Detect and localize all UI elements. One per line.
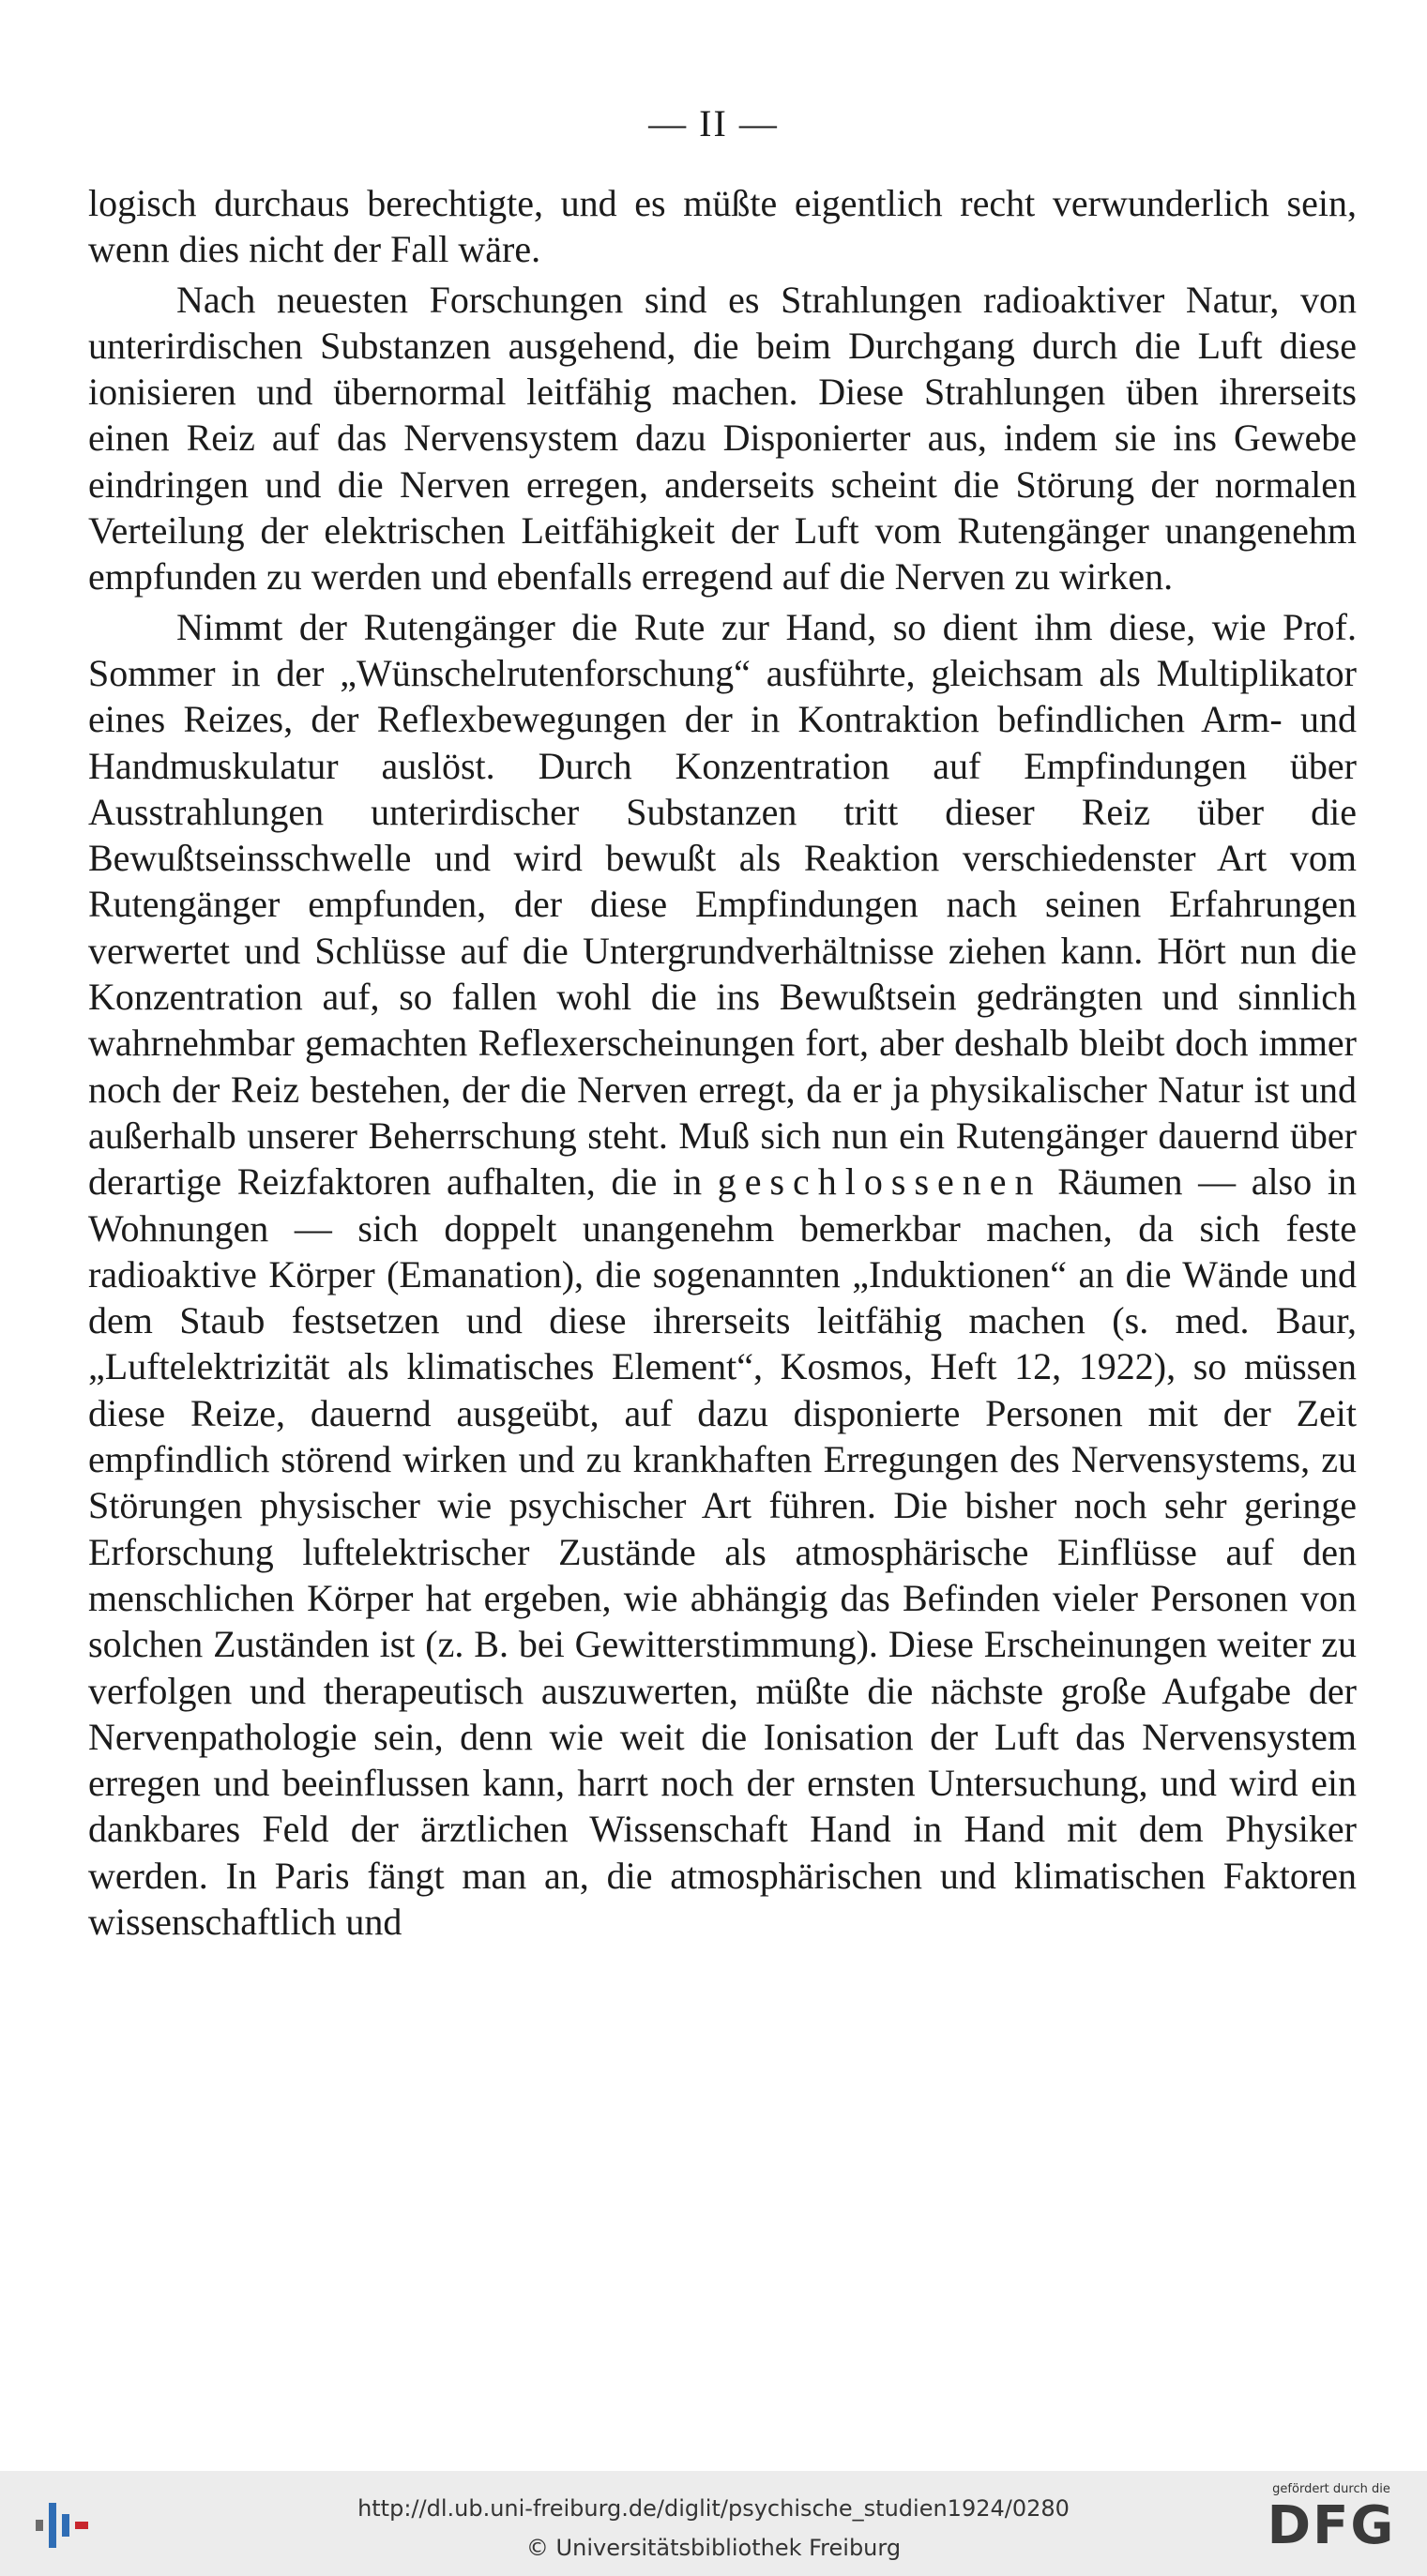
paragraph xyxy=(88,180,1357,273)
body-text xyxy=(88,180,1357,1948)
page-number: — II — xyxy=(648,102,779,144)
funded-by-label: gefördert durch die xyxy=(1272,2482,1390,2496)
dfg-logo: DFG xyxy=(1267,2495,1396,2556)
viewer-footer xyxy=(0,2471,1427,2576)
source-url[interactable]: http://dl.ub.uni-freiburg.de/diglit/psychische_studien1924/0280 xyxy=(357,2495,1070,2522)
paragraph xyxy=(88,604,1357,1946)
paragraph xyxy=(88,277,1357,600)
text-segment: Nach neuesten Forschungen sind es Strahlungen radioaktiver Natur, von unterirdischen Substanzen ausgehend, die beim Durchgang durch die Luft diese ionisieren und übernormal leitfähig machen. Diese Strahlungen üben ihrerseits einen Reiz auf das Nervensystem dazu Disponierter aus, indem sie ins Gewebe eindringen und die Nerven erregen, anderseits scheint die Störung der normalen Verteilung der elektrischen Leitfähigkeit der Luft vom Rutengänger unangenehm empfunden zu werden und ebenfalls erregend auf die Nerven zu wirken. xyxy=(88,278,1357,599)
spaced-emphasis: geschlossenen xyxy=(717,1160,1042,1204)
text-segment: Räumen — also in Wohnungen — sich doppelt unangenehm bemerkbar machen, da sich feste radioaktive Körper (Emanation), die sogenannten „Induktionen“ an die Wände und dem Staub festsetzen und diese ihrerseits leitfähig machen (s. med. Baur, „Luftelektrizität als klimatisches Element“, Kosmos, Heft 12, 1922), so müssen diese Reize, dauernd ausgeübt, auf dazu disponierte Personen mit der Zeit empfindlich störend wirken und zu krankhaften Erregungen des Nervensystems, zu Störungen physischer wie psychischer Art führen. Die bisher noch sehr geringe Erforschung luftelektrischer Zustände als atmosphärische Einflüsse auf den menschlichen Körper hat ergeben, wie abhängig das Befinden vieler Personen von solchen Zuständen ist (z. B. bei Gewitterstimmung). Diese Erscheinungen weiter zu verfolgen und therapeutisch auszuwerten, müßte die nächste große Aufgabe der Nervenpathologie sein, denn wie weit die Ionisation der Luft das Nervensystem erregen und beeinflussen kann, harrt noch der ernsten Untersuchung, und wird ein dankbares Feld der ärztlichen Wissenschaft Hand in Hand mit dem Physiker werden. In Paris fängt man an, die atmosphärischen und klimatischen Faktoren wissenschaftlich und xyxy=(88,1160,1357,1943)
text-segment: logisch durchaus berechtigte, und es müßte eigentlich recht verwunderlich sein, wenn dies nicht der Fall wäre. xyxy=(88,182,1357,271)
dfg-funding-badge xyxy=(1256,2482,1406,2568)
text-segment: Nimmt der Rutengänger die Rute zur Hand, so dient ihm diese, wie Prof. Sommer in der „Wünschelrutenforschung“ ausführte, gleichsam als Multiplikator eines Reizes, der Reflexbewegungen der in Kontraktion befindlichen Arm- und Handmuskulatur auslöst. Durch Konzentration auf Empfindungen über Ausstrahlungen unterirdischer Substanzen tritt dieser Reiz über die Bewußtseinsschwelle und wird bewußt als Reaktion verschiedenster Art vom Rutengänger empfunden, der diese Empfindungen nach seinen Erfahrungen verwertet und Schlüsse auf die Untergrundverhältnisse ziehen kann. Hört nun die Konzentration auf, so fallen wohl die ins Bewußtsein gedrängten und sinnlich wahrnehmbar gemachten Reflexerscheinungen fort, aber deshalb bleibt doch immer noch der Reiz bestehen, der die Nerven erregt, da er ja physikalischer Natur ist und außerhalb unserer Beherrschung steht. Muß sich nun ein Rutengänger dauernd über derartige Reizfaktoren aufhalten, die in xyxy=(88,605,1357,1204)
copyright-notice: © Universitätsbibliothek Freiburg xyxy=(525,2535,902,2561)
